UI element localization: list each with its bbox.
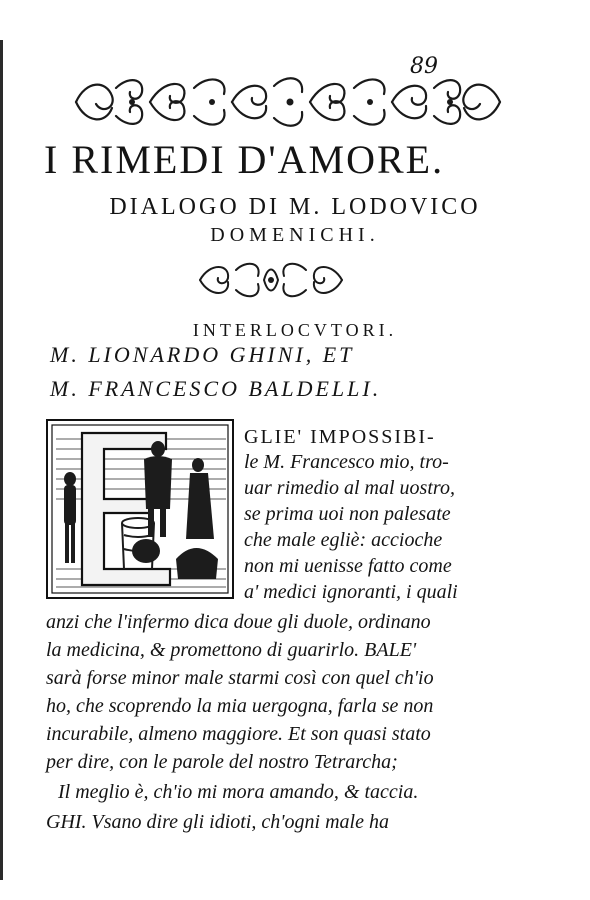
page-title: I RIMEDI D'AMORE. bbox=[44, 137, 445, 182]
text-line: la medicina, & promettono di guarirlo. BALE' bbox=[46, 639, 417, 661]
decorative-headpiece-ornament bbox=[72, 70, 504, 134]
text-line: anzi che l'infermo dica doue gli duole, ordinano bbox=[46, 611, 431, 633]
page-number: 89 bbox=[410, 54, 438, 79]
dialogue-subtitle: DIALOGO DI M. LODOVICO bbox=[109, 194, 481, 220]
text-line: le M. Francesco mio, tro- bbox=[244, 451, 449, 473]
text-line: per dire, con le parole del nostro Tetrarcha; bbox=[46, 751, 398, 773]
text-line: a' medici ignoranti, i quali bbox=[244, 581, 458, 603]
decorated-initial-e-woodcut bbox=[46, 419, 234, 599]
text-line: sarà forse minor male starmi così con quel ch'io bbox=[46, 667, 434, 689]
page-edge-shadow bbox=[0, 40, 3, 880]
text-line: ho, che scoprendo la mia uergogna, farla se non bbox=[46, 695, 434, 717]
text-line: uar rimedio al mal uostro, bbox=[244, 477, 455, 499]
text-line: GHI. Vsano dire gli idioti, ch'ogni male ha bbox=[46, 811, 389, 833]
text-line: incurabile, almeno maggiore. Et son quasi stato bbox=[46, 723, 431, 745]
text-line: se prima uoi non palesate bbox=[244, 503, 451, 525]
speaker-line-1: M. LIONARDO GHINI, ET bbox=[50, 342, 355, 367]
text-line: non mi uenisse fatto come bbox=[244, 555, 452, 577]
text-line: che male egliè: accioche bbox=[244, 529, 443, 551]
decorative-fleuron-ornament bbox=[196, 258, 346, 302]
text-line: GLIE' IMPOSSIBI- bbox=[244, 426, 436, 448]
author-name: DOMENICHI. bbox=[210, 224, 380, 246]
speaker-line-2: M. FRANCESCO BALDELLI. bbox=[50, 376, 382, 401]
interlocutors-heading: INTERLOCVTORI. bbox=[192, 320, 398, 340]
quoted-verse-line: Il meglio è, ch'io mi mora amando, & taccia. bbox=[58, 781, 419, 803]
